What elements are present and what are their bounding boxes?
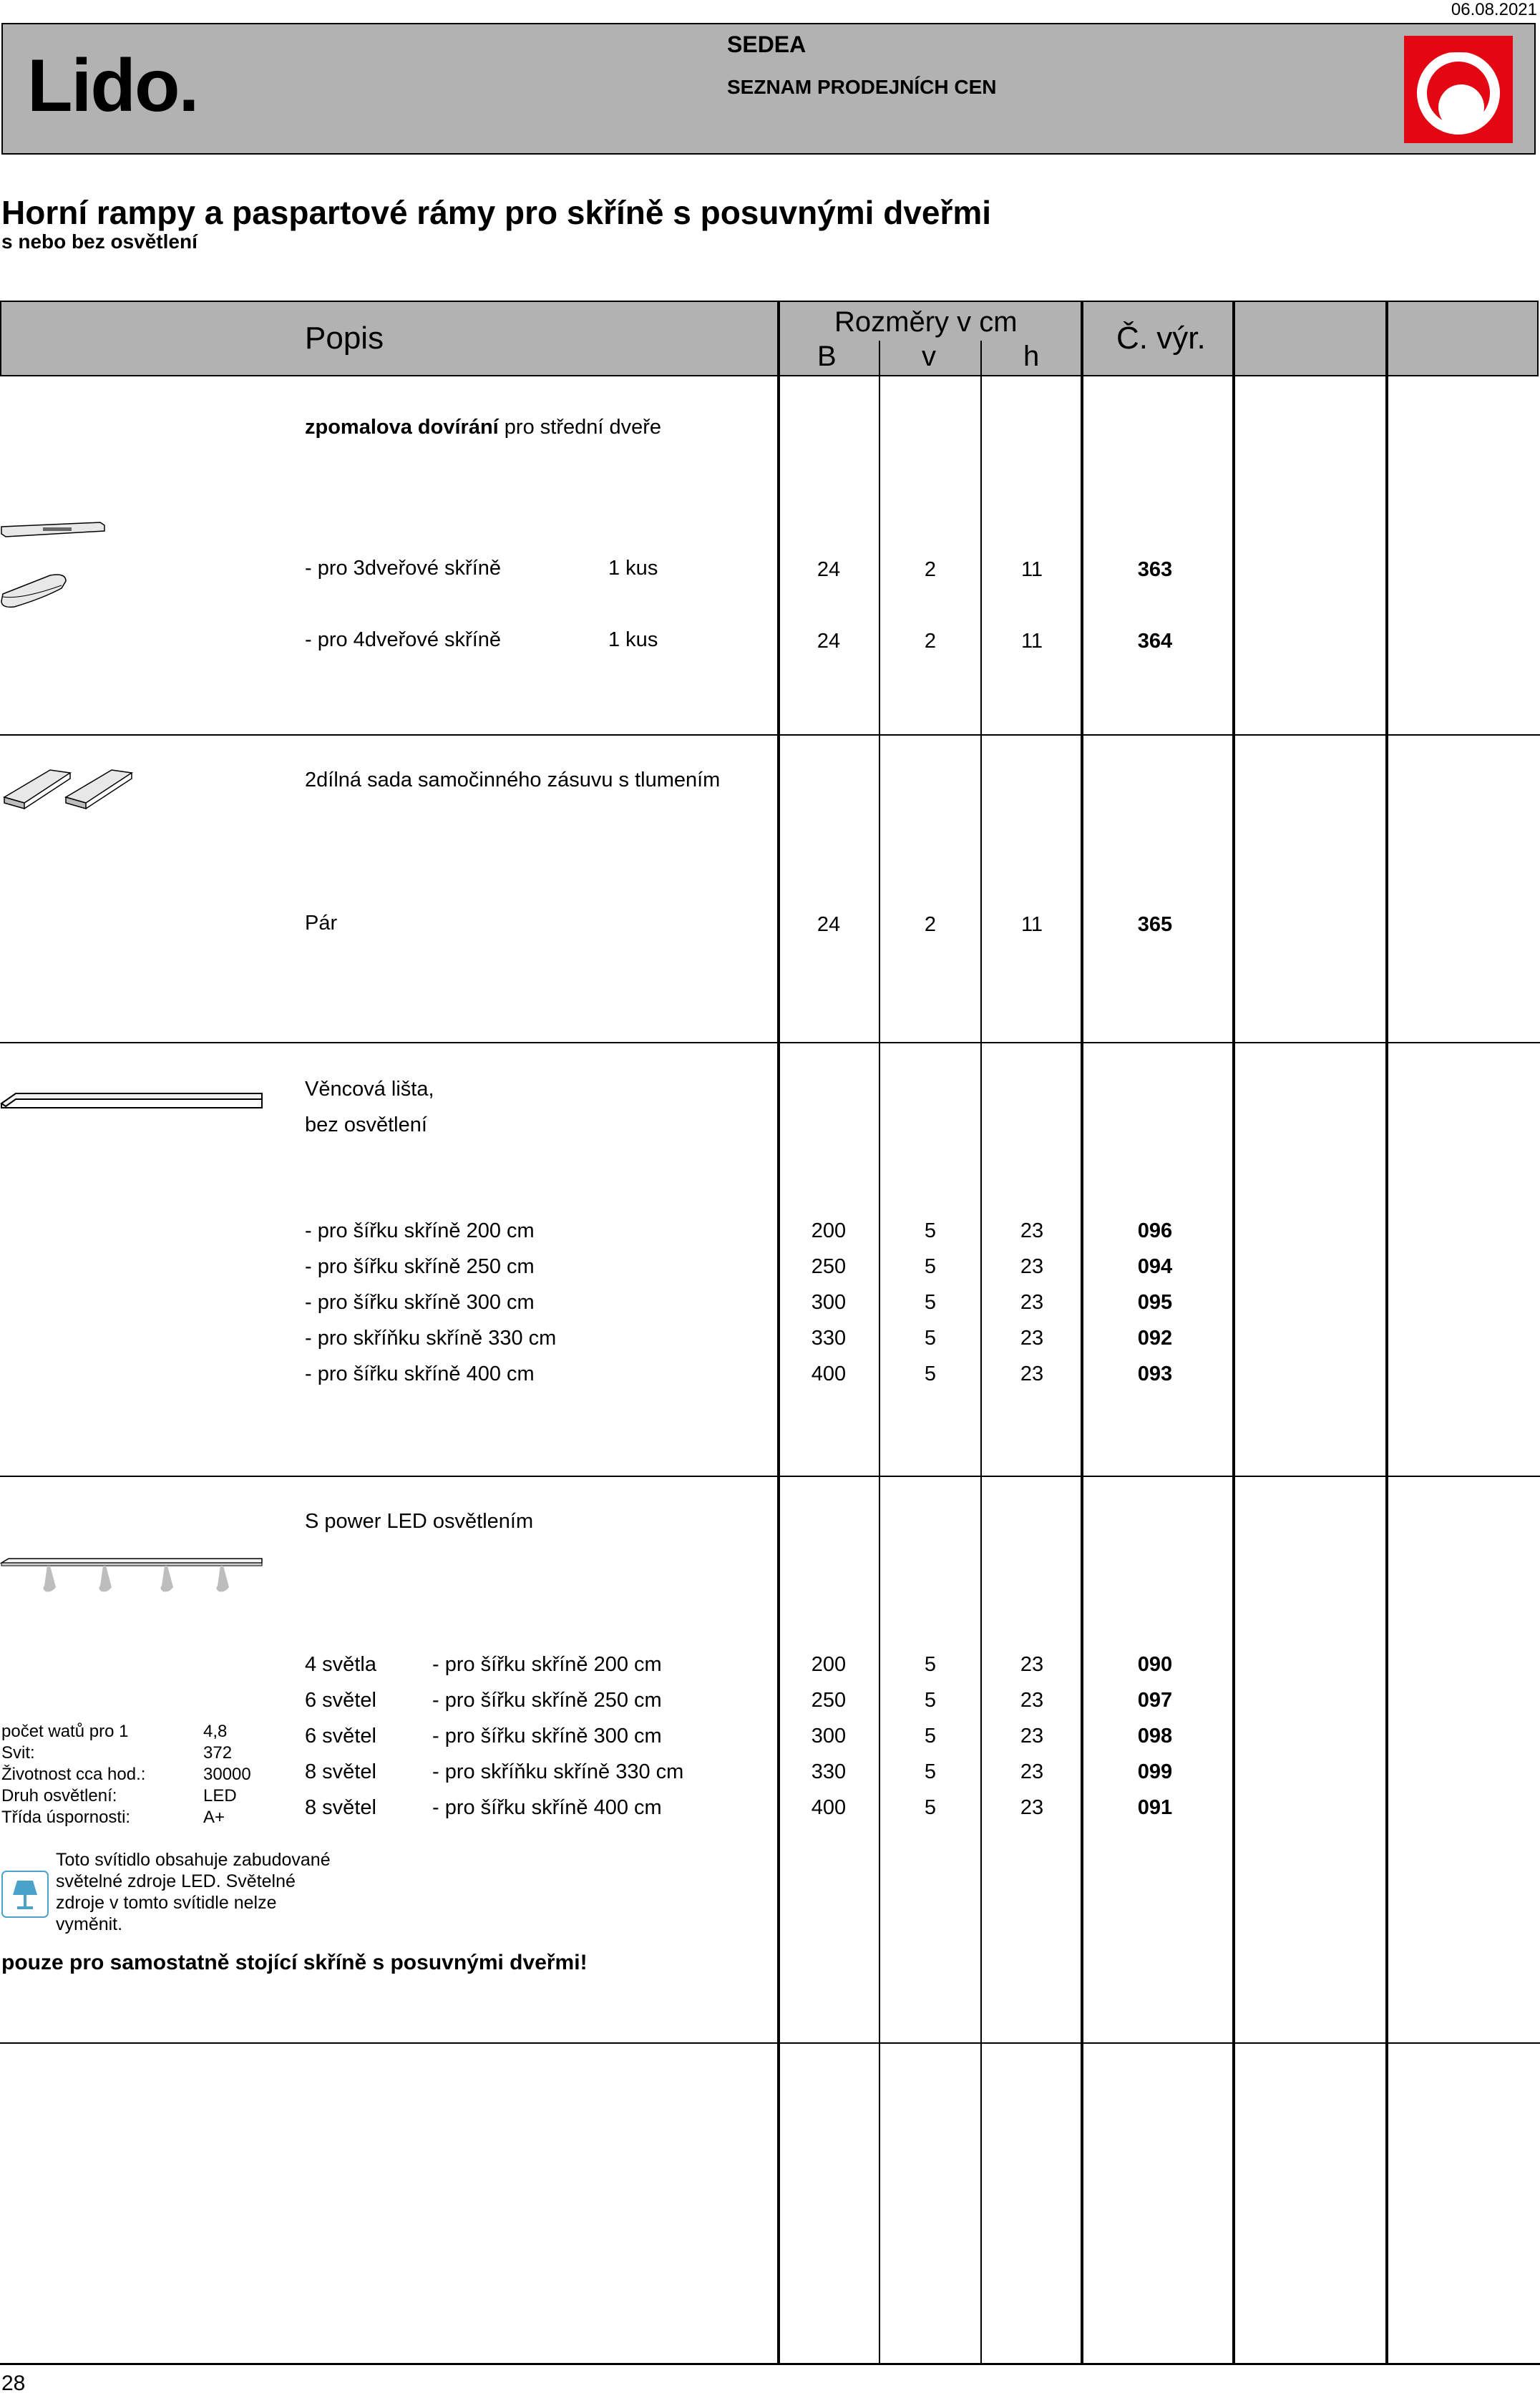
row-h: 11: [1020, 630, 1043, 653]
row-desc: - pro šířku skříně 400 cm: [432, 1796, 662, 1819]
row-desc: - pro skříňku skříně 330 cm: [432, 1760, 684, 1783]
row-desc: - pro skříňku skříně 330 cm: [305, 1327, 557, 1350]
section-1-title-bold: zpomalova dovírání: [305, 416, 499, 439]
row-b: 24: [817, 558, 841, 581]
header-sub-divider: [980, 341, 982, 376]
row-v: 2: [924, 630, 937, 653]
row-v: 5: [924, 1653, 937, 1676]
row-desc: Pár: [305, 912, 338, 935]
row-code: 090: [1137, 1653, 1173, 1676]
row-code: 096: [1137, 1219, 1173, 1242]
row-lights: 6 světel: [305, 1725, 376, 1748]
led-note-line: zdroje v tomto svítidle nelze: [56, 1893, 277, 1913]
row-b: 24: [817, 630, 841, 653]
led-note-line: vyměnit.: [56, 1914, 123, 1934]
row-desc: - pro šířku skříně 400 cm: [305, 1363, 535, 1385]
row-h: 23: [1020, 1363, 1044, 1385]
soft-close-product-image: [0, 517, 107, 610]
row-b: 400: [811, 1796, 847, 1819]
table-bottom-border: [0, 2363, 1540, 2365]
table-header: [0, 301, 1539, 376]
row-b: 250: [811, 1255, 847, 1278]
row-desc: - pro šířku skříně 250 cm: [432, 1689, 662, 1712]
row-lights: 8 světel: [305, 1796, 376, 1819]
row-code: 091: [1137, 1796, 1173, 1819]
row-h: 23: [1020, 1689, 1044, 1712]
freestanding-warning: pouze pro samostatně stojící skříně s posuvnými dveřmi!: [1, 1951, 588, 1974]
col-header-v: v: [922, 341, 936, 372]
row-desc: - pro šířku skříně 200 cm: [305, 1219, 535, 1242]
row-code: 094: [1137, 1255, 1173, 1278]
row-code: 095: [1137, 1291, 1173, 1314]
section-separator: [0, 1042, 1540, 1043]
row-b: 330: [811, 1327, 847, 1350]
row-b: 330: [811, 1760, 847, 1783]
row-code: 364: [1137, 630, 1173, 653]
spec-value: 4,8: [203, 1722, 228, 1741]
company-logo: [1404, 36, 1513, 143]
spec-label: počet watů pro 1: [1, 1722, 129, 1741]
row-v: 5: [924, 1689, 937, 1712]
row-v: 5: [924, 1327, 937, 1350]
row-code: 099: [1137, 1760, 1173, 1783]
brand-name: Lido.: [27, 44, 198, 127]
row-h: 23: [1020, 1291, 1044, 1314]
spec-value: LED: [203, 1786, 237, 1805]
document-date: 06.08.2021: [1451, 0, 1537, 19]
section-2-title: 2dílná sada samočinného zásuvu s tlumením: [305, 769, 721, 791]
section-1-title: [305, 416, 661, 439]
row-code: 098: [1137, 1725, 1173, 1748]
lamp-icon: [1, 1871, 49, 1918]
spec-label: Druh osvětlení:: [1, 1786, 117, 1805]
spec-value: 372: [203, 1743, 233, 1763]
row-b: 250: [811, 1689, 847, 1712]
row-b: 300: [811, 1725, 847, 1748]
section-separator: [0, 734, 1540, 736]
row-h: 23: [1020, 1760, 1044, 1783]
company-name: SEDEA: [727, 31, 806, 57]
row-lights: 8 světel: [305, 1760, 376, 1783]
spec-label: Svit:: [1, 1743, 35, 1763]
row-b: 200: [811, 1219, 847, 1242]
row-v: 5: [924, 1255, 937, 1278]
column-divider: [1385, 301, 1388, 2364]
spec-value: 30000: [203, 1765, 251, 1784]
row-b: 200: [811, 1653, 847, 1676]
row-h: 11: [1020, 558, 1043, 581]
led-note-line: světelné zdroje LED. Světelné: [56, 1871, 296, 1891]
cornice-strip-image: [0, 1085, 265, 1111]
row-v: 5: [924, 1291, 937, 1314]
row-v: 5: [924, 1219, 937, 1242]
row-code: 097: [1137, 1689, 1173, 1712]
price-list-label: SEZNAM PRODEJNÍCH CEN: [727, 76, 997, 98]
section-4-title: S power LED osvětlením: [305, 1510, 534, 1533]
col-header-cislo: Č. výr.: [1116, 321, 1206, 356]
header-sub-divider: [879, 341, 880, 376]
row-v: 5: [924, 1363, 937, 1385]
led-note: [56, 1849, 331, 1935]
row-code: 092: [1137, 1327, 1173, 1350]
soft-close-pair-image: [0, 763, 143, 813]
row-lights: 6 světel: [305, 1689, 376, 1712]
led-note-line: Toto svítidlo obsahuje zabudované: [56, 1850, 331, 1870]
row-desc: - pro šířku skříně 250 cm: [305, 1255, 535, 1278]
column-divider: [1232, 301, 1235, 2364]
row-b: 24: [817, 913, 841, 936]
row-lights: 4 světla: [305, 1653, 376, 1676]
row-desc: - pro 3dveřové skříně: [305, 557, 502, 580]
row-v: 5: [924, 1796, 937, 1819]
row-h: 23: [1020, 1327, 1044, 1350]
row-desc: - pro šířku skříně 200 cm: [432, 1653, 662, 1676]
col-header-h: h: [1023, 341, 1040, 372]
row-h: 23: [1020, 1255, 1044, 1278]
row-code: 363: [1137, 558, 1173, 581]
section-3-subtitle: bez osvětlení: [305, 1113, 427, 1136]
row-b: 400: [811, 1363, 847, 1385]
section-separator: [0, 1476, 1540, 1477]
page-subtitle: s nebo bez osvětlení: [1, 230, 198, 253]
row-v: 2: [924, 913, 937, 936]
row-code: 365: [1137, 913, 1173, 936]
section-3-title: Věncová lišta,: [305, 1078, 434, 1101]
spec-label: Třída úspornosti:: [1, 1808, 131, 1827]
row-h: 23: [1020, 1653, 1044, 1676]
row-code: 093: [1137, 1363, 1173, 1385]
row-h: 23: [1020, 1219, 1044, 1242]
led-strip-image: [0, 1553, 265, 1596]
row-h: 23: [1020, 1796, 1044, 1819]
section-1-title-rest: pro střední dveře: [498, 416, 662, 439]
row-h: 11: [1020, 913, 1043, 936]
spec-value: A+: [203, 1808, 225, 1827]
row-v: 5: [924, 1725, 937, 1748]
row-v: 2: [924, 558, 937, 581]
row-qty: 1 kus: [608, 557, 658, 580]
col-header-rozmery: Rozměry v cm: [834, 306, 1018, 338]
section-separator: [0, 2042, 1540, 2044]
page-number: 28: [1, 2372, 26, 2395]
row-qty: 1 kus: [608, 628, 658, 651]
page-title: Horní rampy a paspartové rámy pro skříně s posuvnými dveřmi: [1, 194, 992, 231]
row-v: 5: [924, 1760, 937, 1783]
col-header-popis: Popis: [305, 321, 384, 356]
spec-label: Životnost cca hod.:: [1, 1765, 146, 1784]
row-desc: - pro šířku skříně 300 cm: [305, 1291, 535, 1314]
col-header-b: B: [817, 341, 837, 372]
row-desc: - pro šířku skříně 300 cm: [432, 1725, 662, 1748]
row-b: 300: [811, 1291, 847, 1314]
row-h: 23: [1020, 1725, 1044, 1748]
row-desc: - pro 4dveřové skříně: [305, 628, 502, 651]
